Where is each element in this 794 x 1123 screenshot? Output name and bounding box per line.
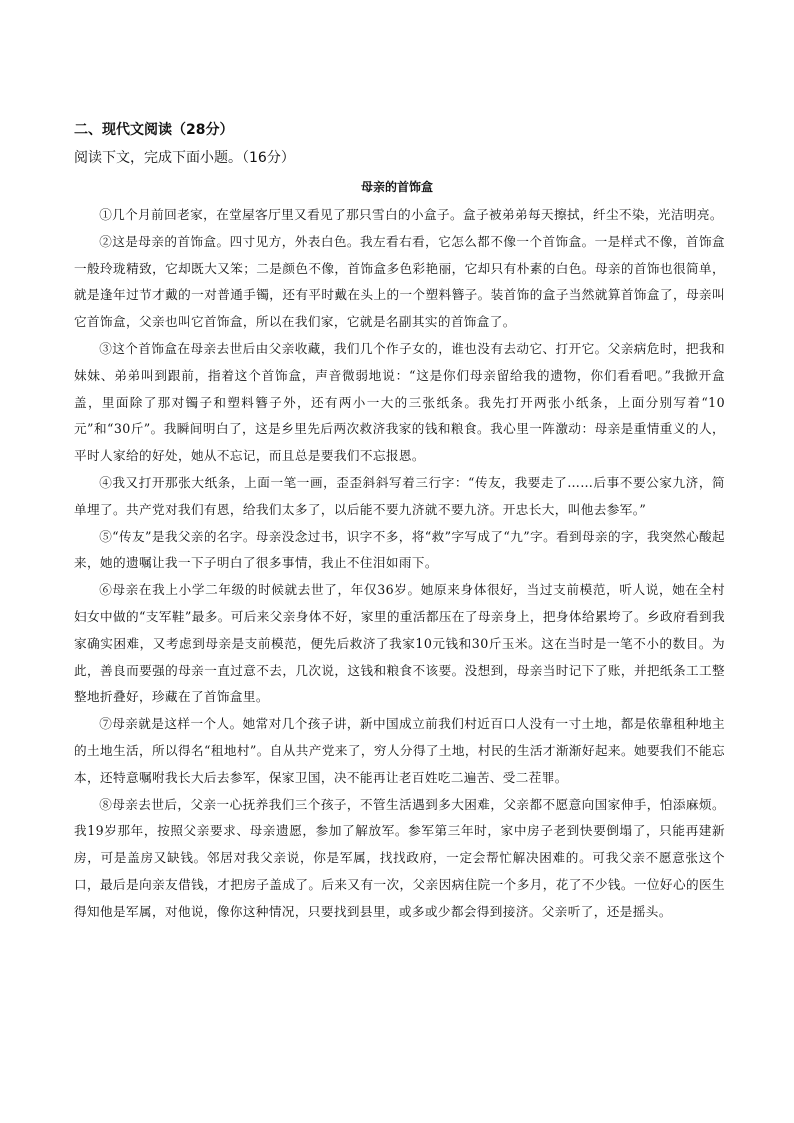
paragraph-2: ②这是母亲的首饰盒。四寸见方，外表白色。我左看右看，它怎么都不像一个首饰盒。一是样式不像，首饰盒一般玲珑精致，它却既大又笨；二是颜色不像，首饰盒多色彩艳丽，它却只有朴素的白色。母亲的首饰也很简单，就是逢年过节才戴的一对普通手镯，还有平时戴在头上的一个塑料簪子。装首饰的盒子当然就算首饰盒了，母亲叫它首饰盒，父亲也叫它首饰盒，所以在我们家，它就是名副其实的首饰盒了。 — [74, 233, 725, 330]
paragraph-5: ⑤“传友”是我父亲的名字。母亲没念过书，识字不多，将“救”字写成了“九”字。看到母亲的字，我突然心酸起来，她的遗嘱让我一下子明白了很多事情，我止不住泪如雨下。 — [74, 528, 725, 571]
article-body — [74, 202, 725, 926]
article-title: 母亲的首饰盒 — [360, 180, 433, 194]
paragraph-8: ⑧母亲去世后，父亲一心抚养我们三个孩子，不管生活遇到多大困难，父亲都不愿意向国家伸手，怕添麻烦。我19岁那年，按照父亲要求、母亲遗愿，参加了解放军。参军第三年时，家中房子老到快要倒塌了，只能再建新房，可是盖房又缺钱。邻居对我父亲说，你是军属，找找政府，一定会帮忙解决困难的。可我父亲不愿意张这个口，最后是向亲友借钱，才把房子盖成了。后来又有一次，父亲因病住院一个多月，花了不少钱。一位好心的医生得知他是军属，对他说，像你这种情况，只要找到县里，或多或少都会得到接济。父亲听了，还是摇头。 — [74, 796, 725, 919]
paragraph-3: ③这个首饰盒在母亲去世后由父亲收藏，我们几个作子女的，谁也没有去动它、打开它。父亲病危时，把我和妹妹、弟弟叫到跟前，指着这个首饰盒，声音微弱地说：“这是你们母亲留给我的遗物，你们看看吧。”我掀开盒盖，里面除了那对镯子和塑料簪子外，还有两小一大的三张纸条。我先打开两张小纸条，上面分别写着“10元”和“30斤”。我瞬间明白了，这是乡里先后两次救济我家的钱和粮食。我心里一阵激动：母亲是重情重义的人，平时人家给的好处，她从不忘记，而且总是要我们不忘报恩。 — [74, 340, 725, 464]
reading-instruction: 阅读下文，完成下面小题。（16分） — [74, 150, 295, 166]
paragraph-6: ⑥母亲在我上小学二年级的时候就去世了，年仅36岁。她原来身体很好，当过支前模范，听人说，她在全村妇女中做的“支军鞋”最多。可后来父亲身体不好，家里的重活都压在了母亲身上，把身体给累垮了。乡政府看到我家确实困难，又考虑到母亲是支前模范，便先后救济了我家10元钱和30斤玉米。这在当时是一笔不小的数目。为此，善良而要强的母亲一直过意不去，几次说，这钱和粮食不该要。没想到，母亲当时记下了账，并把纸条工工整整地折叠好，珍藏在了首饰盒里。 — [74, 582, 725, 705]
paragraph-4: ④我又打开那张大纸条，上面一笔一画，歪歪斜斜写着三行字：“传友，我要走了……后事不要公家九济，简单埋了。共产党对我们有恩，给我们太多了，以后能不要九济就不要九济。开忠长大，叫他去参军。” — [74, 474, 725, 517]
section-heading: 二、现代文阅读（28分） — [74, 122, 234, 138]
paragraph-7: ⑦母亲就是这样一个人。她常对几个孩子讲，新中国成立前我们村近百口人没有一寸土地，都是依靠租种地主的土地生活，所以得名“租地村”。自从共产党来了，穷人分得了土地，村民的生活才渐渐好起来。她要我们不能忘本，还特意嘱咐我长大后去参军，保家卫国，决不能再让老百姓吃二遍苦、受二茬罪。 — [74, 716, 725, 785]
paragraph-1: ①几个月前回老家，在堂屋客厅里又看见了那只雪白的小盒子。盒子被弟弟每天擦拭，纤尘不染，光洁明亮。 — [99, 207, 723, 222]
